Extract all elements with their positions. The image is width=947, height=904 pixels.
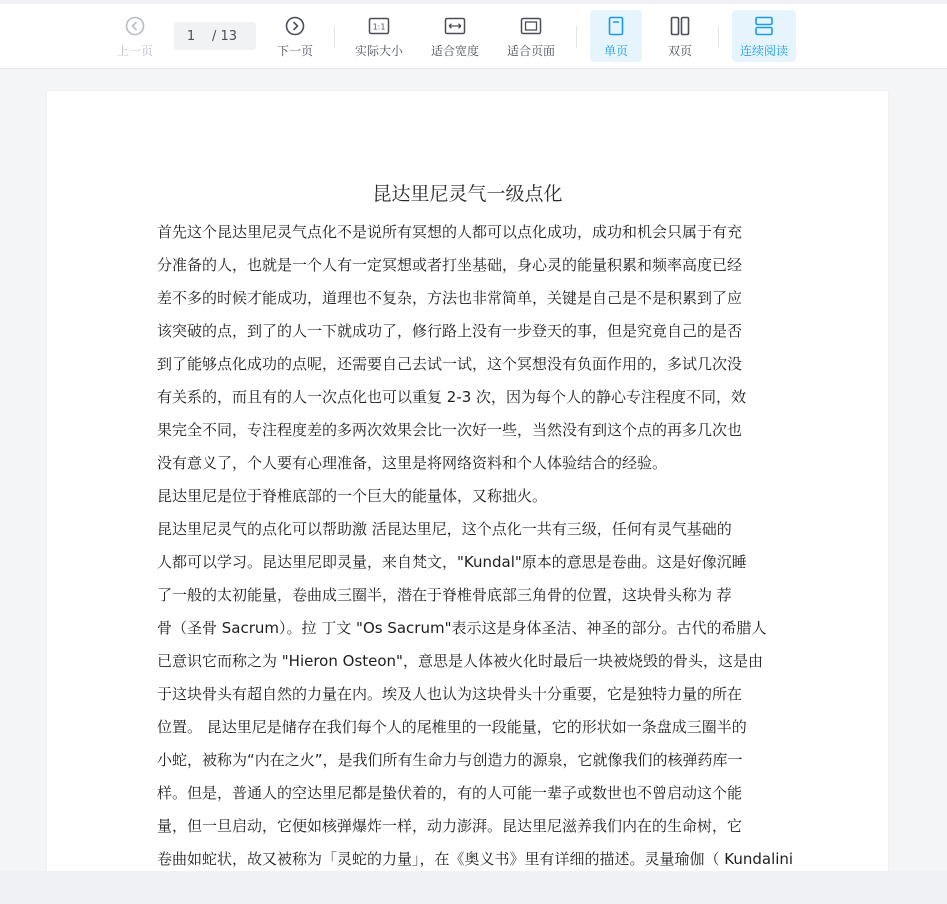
text-line: 卷曲如蛇状，故又被称为「灵蛇的力量」，在《奥义书》里有详细的描述。灵量瑜伽（ Kundalini [157, 850, 794, 868]
continuous-scroll-icon [754, 14, 774, 38]
text-line: 到了能够点化成功的点呢，还需要自己去试一试，这个冥想没有负面作用的，多试几次没 [157, 355, 743, 373]
actual-size-button[interactable] [348, 10, 410, 62]
fit-page-button[interactable] [500, 10, 562, 62]
fit-page-label: 适合页面 [506, 44, 555, 58]
text-line: 位置。 昆达里尼是储存在我们每个人的尾椎里的一段能量，它的形状如一条盘成三圈半的 [157, 718, 747, 736]
page-number-input[interactable]: 1 [186, 28, 196, 44]
actual-size-label: 实际大小 [354, 44, 403, 58]
next-page-label: 下一页 [276, 44, 313, 58]
text-line: 量，但一旦启动，它便如核弹爆炸一样，动力澎湃。昆达里尼滋养我们内在的生命树，它 [157, 817, 743, 835]
double-page-button[interactable] [654, 10, 706, 62]
chevron-left-circle-icon [125, 14, 145, 38]
single-page-button[interactable] [590, 10, 642, 62]
single-page-icon [608, 14, 624, 38]
double-page-label: 双页 [667, 44, 692, 58]
one-to-one-icon [368, 14, 390, 38]
text-line: 有关系的，而且有的人一次点化也可以重复 2-3 次，因为每个人的静心专注程度不同，效 [157, 388, 747, 406]
text-line: 该突破的点，到了的人一下就成功了，修行路上没有一步登天的事，但是究竟自己的是否 [157, 322, 743, 340]
viewer-toolbar [0, 4, 947, 69]
text-line: 首先这个昆达里尼灵气点化不是说所有冥想的人都可以点化成功，成功和机会只属于有充 [157, 223, 743, 241]
fit-width-button[interactable] [424, 10, 486, 62]
toolbar-divider [334, 26, 335, 48]
document-body [157, 216, 820, 876]
fit-width-icon [444, 14, 466, 38]
text-line: 果完全不同，专注程度差的多两次效果会比一次好一些，当然没有到这个点的再多几次也 [157, 421, 743, 439]
text-line: 人都可以学习。昆达里尼即灵量，来自梵文，"Kundal"原本的意思是卷曲。这是好像沉睡 [157, 553, 747, 571]
text-line: 已意识它而称之为 "Hieron Osteon"，意思是人体被火化时最后一块被烧毁的骨头，这是由 [157, 652, 763, 670]
continuous-reading-label: 连续阅读 [739, 44, 788, 58]
toolbar-divider [718, 26, 719, 48]
double-page-icon [670, 14, 690, 38]
viewer-bottom-band [0, 871, 947, 904]
svg-text:1:1: 1:1 [372, 22, 386, 32]
document-title: 昆达里尼灵气一级点化 [372, 183, 563, 205]
page-indicator [174, 22, 256, 50]
text-line: 了一般的太初能量，卷曲成三圈半，潜在于脊椎骨底部三角骨的位置，这块骨头称为 荐 [157, 586, 732, 604]
fit-page-icon [520, 14, 542, 38]
document-page [47, 91, 888, 904]
toolbar-divider [576, 26, 577, 48]
next-page-button[interactable] [270, 10, 320, 62]
continuous-reading-button[interactable] [732, 10, 796, 62]
prev-page-label: 上一页 [116, 44, 153, 58]
single-page-label: 单页 [603, 44, 628, 58]
text-line: 昆达里尼是位于脊椎底部的一个巨大的能量体，又称拙火。 [157, 487, 548, 505]
text-line: 小蛇，被称为“内在之火”，是我们所有生命力与创造力的源泉，它就像我们的核弹药库一 [157, 751, 743, 769]
text-line: 于这块骨头有超自然的力量在内。埃及人也认为这块骨头十分重要，它是独特力量的所在 [157, 685, 743, 703]
fit-width-label: 适合宽度 [430, 44, 479, 58]
text-line: 样。但是，普通人的空达里尼都是蛰伏着的，有的人可能一辈子或数世也不曾启动这个能 [157, 784, 743, 802]
text-line: 昆达里尼灵气的点化可以帮助激 活昆达里尼，这个点化一共有三级，任何有灵气基础的 [157, 520, 732, 538]
text-line: 没有意义了，个人要有心理准备，这里是将网络资料和个人体验结合的经验。 [157, 454, 668, 472]
chevron-right-circle-icon [285, 14, 305, 38]
text-line: 骨（圣骨 Sacrum）。拉 丁文 "Os Sacrum"表示这是身体圣洁、神圣的部分。古代的希腊人 [157, 619, 767, 637]
text-line: 分准备的人，也就是一个人有一定冥想或者打坐基础，身心灵的能量积累和频率高度已经 [157, 256, 743, 274]
text-line: 差不多的时候才能成功，道理也不复杂，方法也非常简单，关键是自己是不是积累到了应 [157, 289, 743, 307]
page-total: / 13 [212, 28, 238, 44]
prev-page-button[interactable] [110, 10, 160, 62]
